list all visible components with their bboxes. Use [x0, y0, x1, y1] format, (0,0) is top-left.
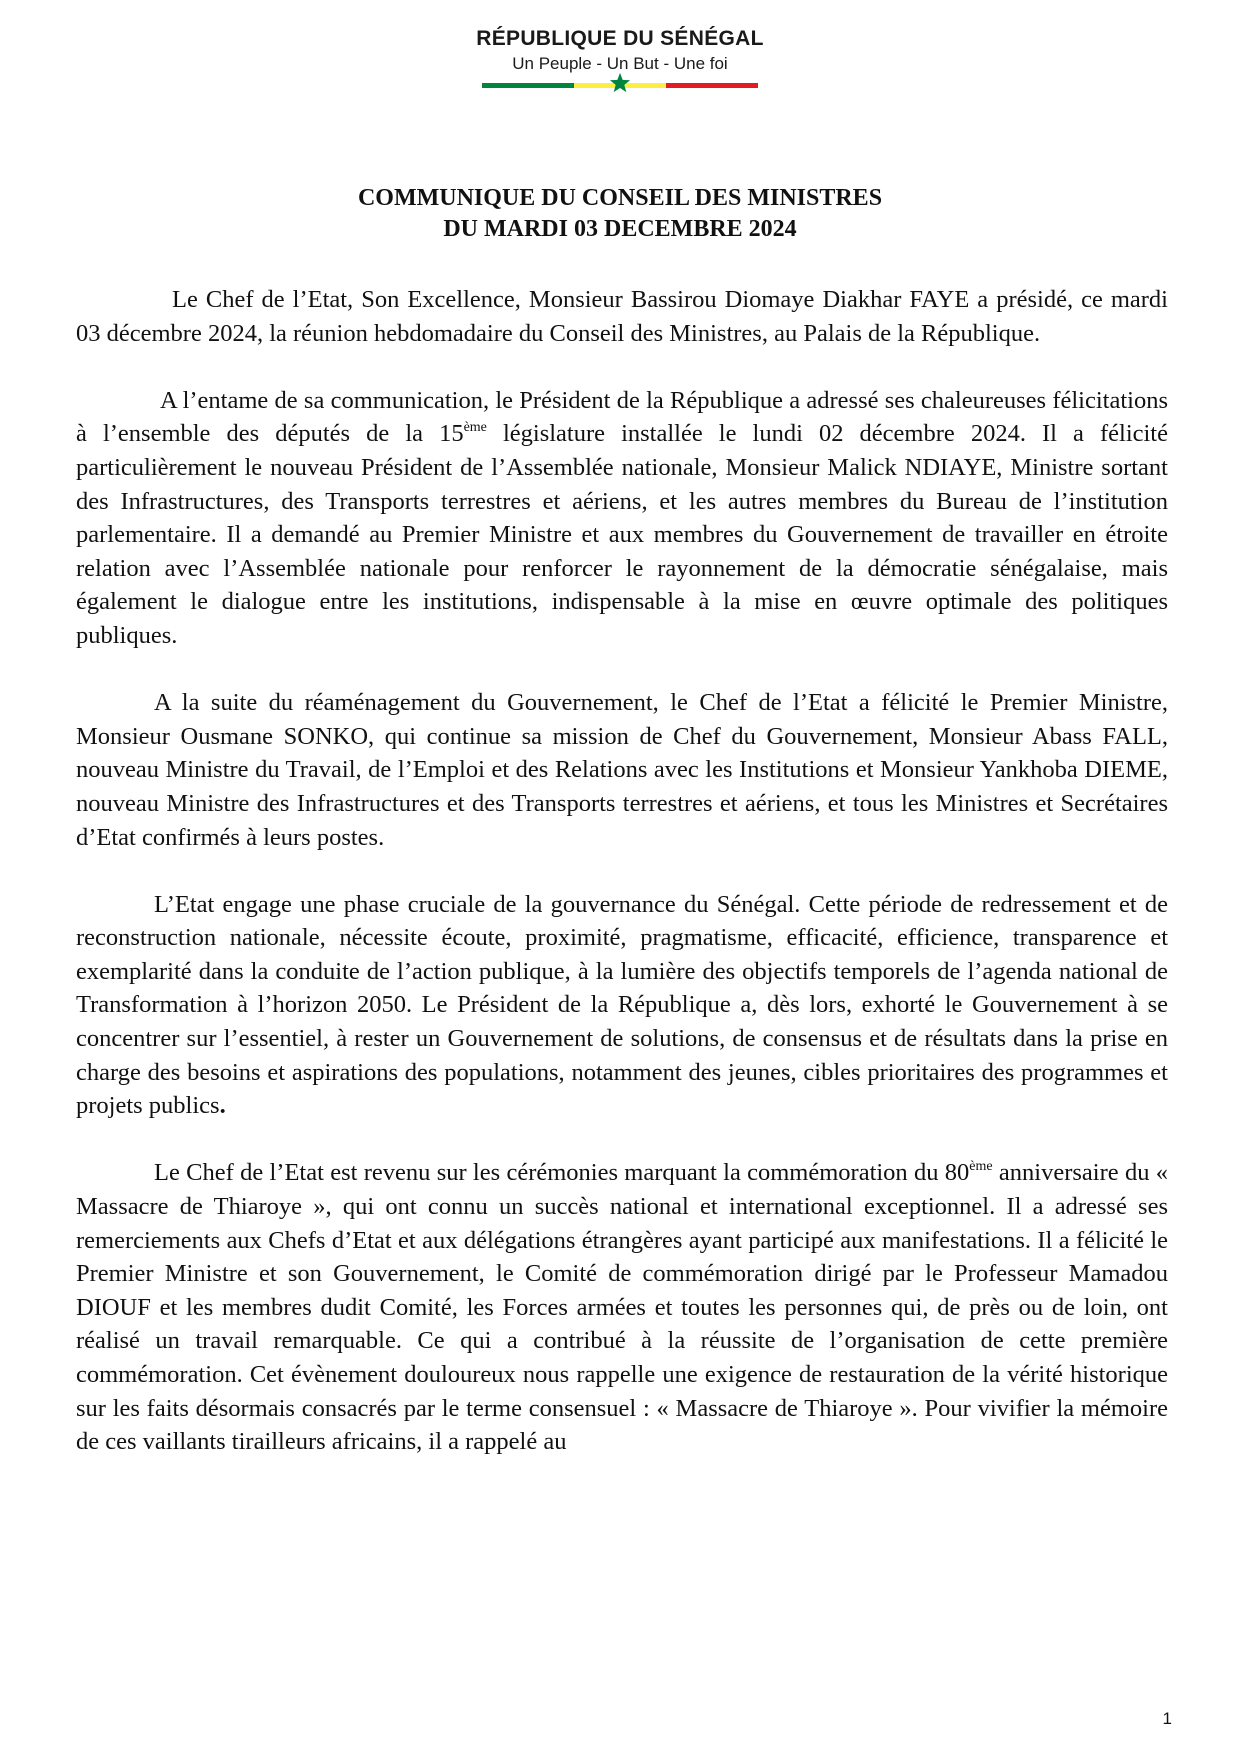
flag-stripe: [482, 81, 758, 89]
paragraph-5-text-b: anniversaire du « Massacre de Thiaroye », qui ont connu un succès national et international exceptionnel. Il a adressé ses remerciements aux Chefs d’Etat et aux délégations étrangères ayant participé aux manifestations. Il a félicité le Premier Ministre et son Gouvernement, le Comité de commémoration dirigé par le Professeur Mamadou DIOUF et les membres dudit Comité, les Forces armées et toutes les personnes qui, de près ou de loin, ont réalisé un travail remarquable. Ce qui a contribué à la réussite de l’organisation de cette première commémoration. Cet évènement douloureux nous rappelle une exigence de restauration de la vérité historique sur les faits désormais consacrés par le terme consensuel : « Massacre de Thiaroye ». Pour vivifier la mémoire de ces vaillants tirailleurs africains, il a rappelé au: [76, 1159, 1168, 1456]
green-star-icon: [609, 72, 631, 94]
paragraph-2: [76, 384, 1168, 653]
paragraph-2-text-b: législature installée le lundi 02 décembre 2024. Il a félicité particulièrement le nouveau Président de l’Assemblée nationale, Monsieur Malick NDIAYE, Ministre sortant des Infrastructures, des Transports terrestres et aériens, et les autres membres du Bureau de l’institution parlementaire. Il a demandé au Premier Ministre et aux membres du Gouvernement de travailler en étroite relation avec l’Assemblée nationale pour renforcer le rayonnement de la démocratie sénégalaise, mais également le dialogue entre les institutions, indispensable à la mise en œuvre optimale des politiques publiques.: [76, 420, 1168, 649]
document-body: [76, 283, 1168, 1492]
paragraph-2-text-a: A l’entame de sa communication, le Président de la République a adressé ses chaleureuses félicitations à l’ensemble des députés de la 15: [76, 386, 1168, 448]
paragraph-4-text: L’Etat engage une phase cruciale de la gouvernance du Sénégal. Cette période de redressement et de reconstruction nationale, nécessite écoute, proximité, pragmatisme, efficacité, efficience, transparence et exemplarité dans la conduite de l’action publique, à la lumière des objectifs temporels de l’agenda national de Transformation à l’horizon 2050. Le Président de la République a, dès lors, exhorté le Gouvernement à se concentrer sur l’essentiel, à rester un Gouvernement de solutions, de consensus et de résultats dans la prise en charge des besoins et aspirations des populations, notamment des jeunes, cibles prioritaires des programmes et projets publics: [76, 890, 1168, 1120]
paragraph-3: [76, 686, 1168, 854]
ordinal-superscript: ème: [463, 420, 487, 436]
national-motto: Un Peuple - Un But - Une foi: [512, 54, 728, 73]
title-line-1: COMMUNIQUE DU CONSEIL DES MINISTRES: [357, 185, 883, 211]
paragraph-4-bold-period: .: [219, 1092, 226, 1120]
country-name: RÉPUBLIQUE DU SÉNÉGAL: [476, 27, 764, 50]
title-line-2: DU MARDI 03 DECEMBRE 2024: [443, 216, 797, 242]
paragraph-5: [76, 1156, 1168, 1458]
flag-red-stripe: [666, 83, 758, 88]
paragraph-4: [76, 888, 1168, 1123]
ordinal-superscript: ème: [969, 1159, 993, 1175]
paragraph-1: [76, 283, 1168, 350]
page-header: [0, 26, 1240, 89]
paragraph-1-text: Le Chef de l’Etat, Son Excellence, Monsieur Bassirou Diomaye Diakhar FAYE a présidé, ce mardi 03 décembre 2024, la réunion hebdomadaire du Conseil des Ministres, au Palais de la République.: [76, 286, 1168, 347]
document-title: [0, 183, 1240, 245]
paragraph-5-text-a: Le Chef de l’Etat est revenu sur les cérémonies marquant la commémoration du 80: [154, 1159, 970, 1187]
flag-green-stripe: [482, 83, 574, 88]
paragraph-3-text: A la suite du réaménagement du Gouvernement, le Chef de l’Etat a félicité le Premier Ministre, Monsieur Ousmane SONKO, qui continue sa mission de Chef du Gouvernement, Monsieur Abass FALL, nouveau Ministre du Travail, de l’Emploi et des Relations avec les Institutions et Monsieur Yankhoba DIEME, nouveau Ministre des Infrastructures et des Transports terrestres et aériens, et tous les Ministres et Secrétaires d’Etat confirmés à leurs postes.: [76, 689, 1168, 851]
page-number: 1: [1162, 1709, 1172, 1728]
